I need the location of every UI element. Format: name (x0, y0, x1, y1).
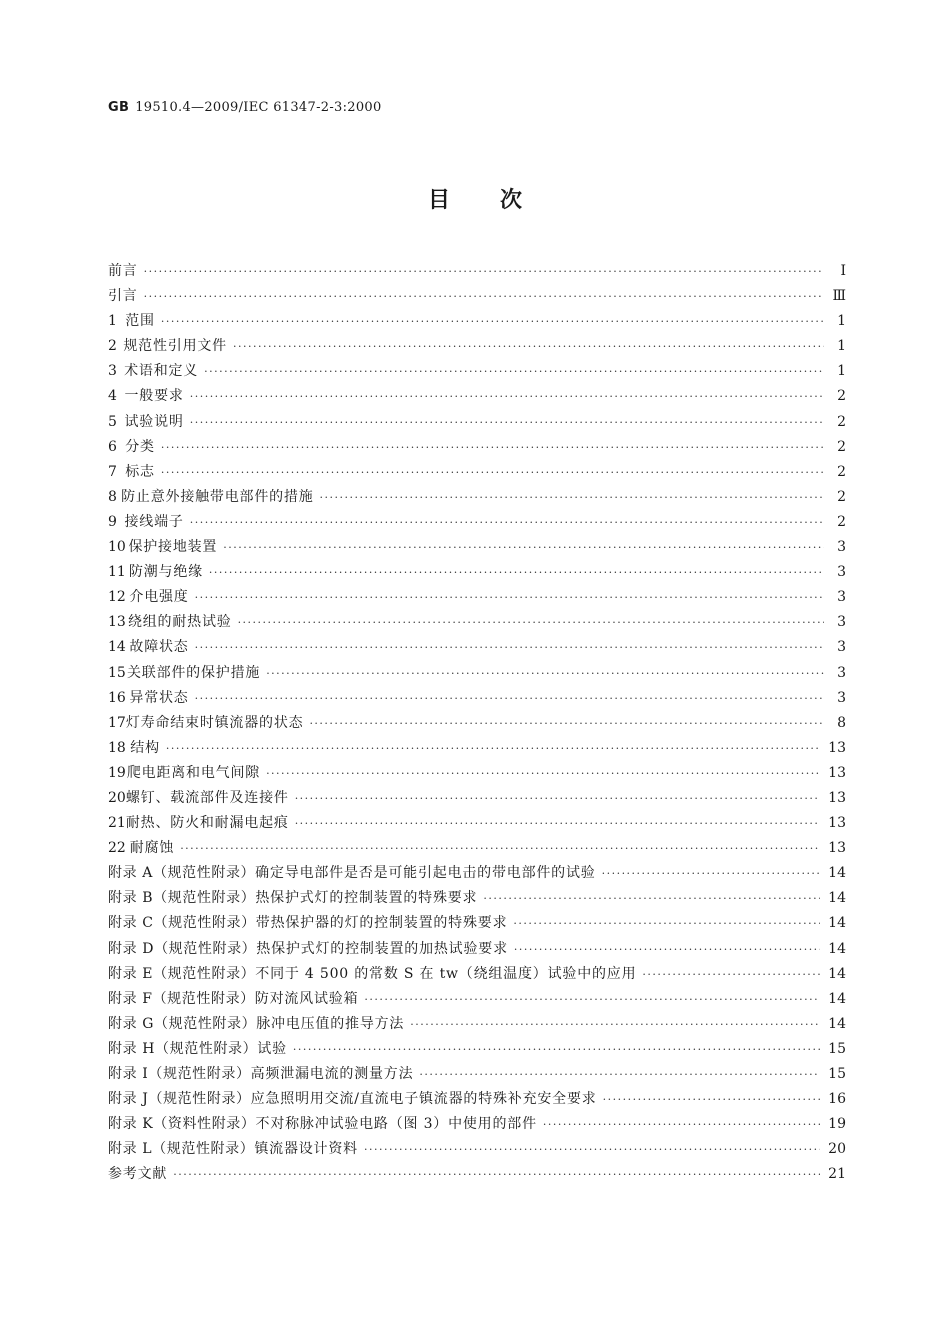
dot-leader (309, 711, 824, 736)
dot-leader (223, 535, 824, 560)
toc-entry-annex-k[interactable] (108, 1112, 846, 1137)
toc-entry-label: 耐腐蚀 (129, 840, 175, 857)
toc-entry-page: 14 (828, 965, 846, 982)
toc-entry-page: 14 (828, 915, 846, 932)
toc-entry-label: 术语和定义 (124, 363, 199, 380)
toc-entry-page: 16 (828, 1091, 846, 1108)
toc-entry-number: 2 (108, 338, 117, 355)
toc-entry-label: 介电强度 (129, 589, 189, 606)
toc-entry-page: 15 (828, 1066, 846, 1082)
toc-entry-clause-1[interactable] (108, 309, 846, 334)
toc-entry-number: 4 (108, 388, 117, 405)
toc-entry-number: 11 (108, 564, 126, 581)
toc-entry-page: 19 (828, 1116, 846, 1133)
toc-entry-clause-10[interactable] (108, 535, 846, 560)
annex-name: 附录 A（规范性附录） (108, 865, 256, 882)
toc-entry-label: 高频泄漏电流的测量方法 (250, 1066, 414, 1082)
toc-entry-label: 故障状态 (129, 639, 189, 656)
toc-entry-label: 不对称脉冲试验电路（图 3）中使用的部件 (255, 1116, 537, 1133)
toc-entry-page: 2 (837, 513, 846, 530)
toc-entry-annex-g[interactable] (108, 1012, 846, 1037)
toc-entry-annex-c[interactable] (108, 911, 846, 936)
toc-entry-number: 8 (108, 488, 117, 505)
toc-entry-page: 3 (837, 564, 846, 581)
dot-leader (364, 987, 820, 1012)
toc-entry-clause-7[interactable] (108, 460, 846, 485)
toc-entry-annex-h[interactable] (108, 1037, 846, 1062)
toc-entry-clause-22[interactable] (108, 836, 846, 861)
toc-entry-label: 异常状态 (129, 689, 189, 706)
toc-entry-page: 14 (828, 1015, 846, 1032)
toc-entry-label: 保护接地装置 (128, 539, 218, 556)
toc-entry-clause-5[interactable] (108, 410, 846, 435)
toc-entry-clause-3[interactable] (108, 359, 846, 384)
toc-entry-label: 防止意外接触带电部件的措施 (121, 488, 314, 505)
toc-entry-label: 热保护式灯的控制装置的特殊要求 (255, 890, 478, 907)
toc-entry-clause-9[interactable] (108, 510, 846, 535)
toc-entry-clause-17[interactable] (108, 711, 846, 736)
dot-leader (161, 309, 824, 334)
dot-leader (190, 384, 824, 409)
toc-entry-clause-18[interactable] (108, 736, 846, 761)
toc-entry-page: 13 (828, 840, 846, 857)
dot-leader (266, 761, 820, 786)
toc-entry-page: 3 (837, 689, 846, 706)
toc-entry-number: 10 (108, 539, 126, 556)
dot-leader (190, 510, 824, 535)
toc-entry-page: 13 (828, 815, 846, 832)
toc-entry-clause-16[interactable] (108, 686, 846, 711)
dot-leader (513, 911, 820, 936)
toc-entry-page: 2 (837, 388, 846, 405)
annex-name: 附录 L（规范性附录） (108, 1141, 255, 1158)
dot-leader (180, 836, 820, 861)
toc-entry-clause-20[interactable] (108, 786, 846, 811)
toc-entry-page: 15 (828, 1040, 846, 1057)
document-header (108, 100, 382, 115)
dot-leader (483, 886, 820, 911)
toc-entry-label: 带热保护器的灯的控制装置的特殊要求 (255, 915, 508, 932)
dot-leader (410, 1012, 820, 1037)
toc-entry-annex-l[interactable] (108, 1137, 846, 1162)
toc-entry-page: 1 (837, 313, 846, 330)
toc-entry-number: 18 (108, 739, 126, 756)
annex-name: 附录 D（规范性附录） (108, 940, 257, 957)
toc-entry-page: 3 (837, 664, 846, 681)
dot-leader (195, 635, 824, 660)
toc-entry-page: 3 (837, 539, 846, 556)
toc-entry-number: 3 (108, 363, 117, 380)
toc-entry-number: 17 (108, 714, 126, 731)
annex-name: 附录 E（规范性附录） (108, 965, 256, 982)
toc-entry-page: 14 (828, 865, 846, 882)
toc-entry-clause-12[interactable] (108, 585, 846, 610)
toc-entry-clause-19[interactable] (108, 761, 846, 786)
toc-entry-label: 爬电距离和电气间隙 (126, 764, 261, 781)
dot-leader (642, 962, 820, 987)
toc-entry-label: 防潮与绝缘 (128, 564, 203, 581)
toc-entry-number: 9 (108, 513, 117, 530)
toc-entry-number: 20 (108, 789, 126, 806)
toc-entry-clause-14[interactable] (108, 635, 846, 660)
toc-entry-annex-e[interactable] (108, 962, 846, 987)
toc-entry-page: 3 (837, 614, 846, 631)
toc-entry-number: 13 (108, 614, 126, 631)
toc-entry-label: 一般要求 (124, 388, 184, 405)
toc-entry-label: 标志 (125, 463, 155, 480)
toc-entry-page: 2 (837, 488, 846, 505)
dot-leader (173, 1162, 820, 1187)
dot-leader (144, 284, 824, 309)
toc-entry-label: 镇流器设计资料 (254, 1141, 358, 1158)
toc-entry-number: 7 (108, 463, 117, 480)
toc-entry-clause-2[interactable] (108, 334, 846, 359)
toc-entry-page: 13 (828, 789, 846, 806)
toc-entry-number: 1 (108, 313, 117, 330)
toc-entry-number: 15 (108, 664, 126, 681)
dot-leader (602, 861, 821, 886)
toc-entry-page: 13 (828, 739, 846, 756)
toc-entry-page: 3 (837, 639, 846, 656)
toc-entry-number: 16 (108, 689, 126, 706)
dot-leader (204, 359, 824, 384)
toc-entry-label: 防对流风试验箱 (254, 990, 359, 1007)
toc-entry-clause-11[interactable] (108, 560, 846, 585)
toc-entry-label: 不同于 4 500 的常数 S 在 tw（绕组温度）试验中的应用 (255, 965, 637, 982)
toc-entry-introduction[interactable] (108, 284, 846, 309)
table-of-contents (108, 259, 846, 1187)
toc-entry-page: 2 (837, 438, 846, 455)
toc-entry-annex-b[interactable] (108, 886, 846, 911)
annex-name: 附录 I（规范性附录） (108, 1066, 251, 1082)
dot-leader (238, 610, 824, 635)
dot-leader (514, 937, 820, 962)
dot-leader (603, 1087, 821, 1112)
toc-entry-page: Ⅰ (840, 263, 846, 279)
dot-leader (209, 560, 824, 585)
toc-entry-label: 接线端子 (124, 513, 184, 530)
toc-entry-page: 21 (828, 1166, 846, 1183)
toc-entry-number: 22 (108, 840, 126, 857)
toc-entry-page: 14 (828, 990, 846, 1007)
dot-leader (295, 811, 820, 836)
toc-entry-clause-21[interactable] (108, 811, 846, 836)
dot-leader (364, 1137, 820, 1162)
page-title: 目次 (427, 188, 572, 213)
toc-entry-page: 13 (828, 764, 846, 781)
dot-leader (195, 686, 824, 711)
toc-entry-label: 脉冲电压值的推导方法 (256, 1015, 405, 1032)
annex-name: 附录 G（规范性附录） (108, 1015, 257, 1032)
toc-entry-clause-8[interactable] (108, 485, 846, 510)
toc-entry-page: 20 (828, 1141, 846, 1158)
standard-code: 19510.4—2009/IEC 61347-2-3:2000 (135, 100, 382, 115)
toc-entry-page: 1 (837, 338, 846, 355)
toc-entry-label: 范围 (125, 313, 155, 330)
toc-entry-page: Ⅲ (832, 288, 846, 305)
toc-entry-label: 热保护式灯的控制装置的加热试验要求 (256, 940, 508, 957)
toc-entry-label: 灯寿命结束时镇流器的状态 (125, 714, 304, 731)
dot-leader (320, 485, 824, 510)
toc-entry-clause-6[interactable] (108, 435, 846, 460)
toc-entry-number: 5 (108, 413, 117, 430)
toc-entry-annex-f[interactable] (108, 987, 846, 1012)
annex-name: 附录 B（规范性附录） (108, 890, 256, 907)
toc-entry-number: 6 (108, 438, 117, 455)
toc-entry-clause-15[interactable] (108, 661, 846, 686)
toc-entry-clause-4[interactable] (108, 384, 846, 409)
toc-entry-page: 2 (837, 463, 846, 480)
toc-entry-number: 14 (108, 639, 126, 656)
toc-entry-annex-d[interactable] (108, 937, 846, 962)
toc-entry-annex-i[interactable] (108, 1062, 846, 1087)
toc-entry-label: 试验说明 (124, 413, 184, 430)
dot-leader (161, 460, 824, 485)
toc-entry-number: 21 (108, 815, 126, 832)
toc-entry-label: 螺钉、载流部件及连接件 (125, 789, 289, 806)
annex-name: 附录 F（规范性附录） (108, 990, 255, 1007)
toc-entry-label: 参考文献 (108, 1166, 168, 1183)
toc-entry-page: 2 (837, 413, 846, 430)
dot-leader (266, 661, 824, 686)
toc-entry-label: 应急照明用交流/直流电子镇流器的特殊补充安全要求 (250, 1091, 597, 1108)
dot-leader (195, 585, 824, 610)
dot-leader (166, 736, 820, 761)
annex-name: 附录 J（规范性附录） (108, 1091, 251, 1108)
toc-entry-label: 关联部件的保护措施 (126, 664, 261, 681)
toc-entry-foreword[interactable] (108, 259, 846, 284)
dot-leader (295, 786, 820, 811)
toc-entry-label: 前言 (108, 263, 138, 279)
toc-entry-label: 分类 (125, 438, 155, 455)
annex-name: 附录 C（规范性附录） (108, 915, 256, 932)
toc-entry-label: 结构 (130, 739, 160, 756)
toc-entry-number: 12 (108, 589, 126, 606)
dot-leader (190, 410, 824, 435)
toc-entry-annex-a[interactable] (108, 861, 846, 886)
dot-leader (293, 1037, 820, 1062)
dot-leader (233, 334, 824, 359)
toc-entry-annex-j[interactable] (108, 1087, 846, 1112)
toc-entry-label: 耐热、防火和耐漏电起痕 (125, 815, 289, 832)
annex-name: 附录 K（资料性附录） (108, 1116, 256, 1133)
toc-entry-label: 规范性引用文件 (123, 338, 227, 355)
toc-entry-label: 绕组的耐热试验 (127, 614, 232, 631)
toc-entry-bibliography[interactable] (108, 1162, 846, 1187)
dot-leader (161, 435, 824, 460)
toc-entry-label: 确定导电部件是否是可能引起电击的带电部件的试验 (255, 865, 596, 882)
toc-entry-number: 19 (108, 764, 126, 781)
toc-entry-page: 3 (837, 589, 846, 606)
standard-prefix: GB (108, 100, 130, 115)
dot-leader (419, 1062, 820, 1087)
dot-leader (144, 259, 824, 284)
toc-entry-page: 14 (828, 890, 846, 907)
toc-entry-clause-13[interactable] (108, 610, 846, 635)
toc-entry-label: 引言 (108, 288, 138, 305)
toc-entry-page: 8 (837, 714, 846, 731)
dot-leader (543, 1112, 820, 1137)
toc-entry-label: 试验 (257, 1040, 287, 1057)
toc-entry-page: 1 (837, 363, 846, 380)
toc-entry-page: 14 (828, 940, 846, 957)
annex-name: 附录 H（规范性附录） (108, 1040, 258, 1057)
